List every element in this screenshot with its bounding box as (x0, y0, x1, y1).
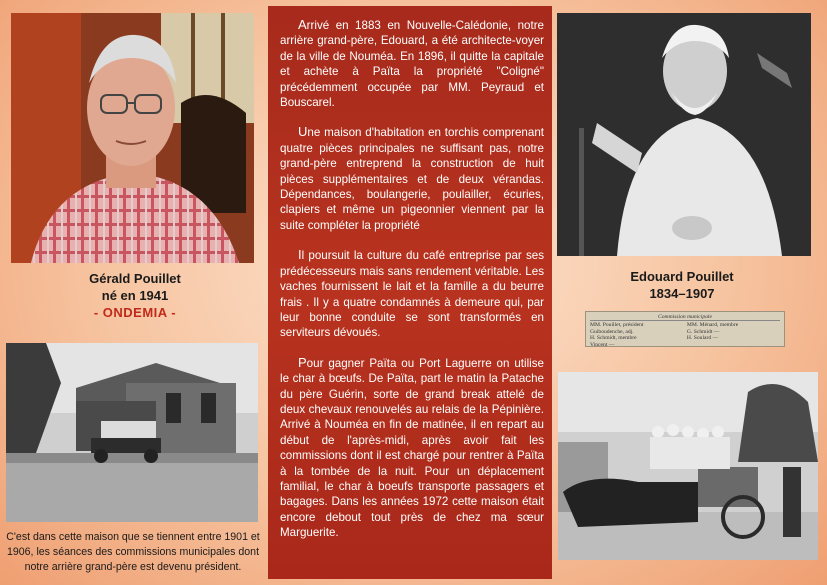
commission-member: Vincent — (590, 341, 615, 348)
commission-left-column (590, 322, 683, 348)
commission-member: Guiboudenche, adj. (590, 328, 634, 335)
gerald-born: né en 1941 (101, 288, 169, 303)
paragraph-arrival: Arrivé en 1883 en Nouvelle-Calédonie, notre arrière grand-père, Edouard, a été architecte-voyer de la ville de Nouméa. En 1896, il quitte la capitale et achète à Païta la propriété "Coligné" précédemment occupée par MM. Peyraud et Bouscarel. (280, 17, 544, 110)
commission-member: MM. Pouillet, président (590, 322, 644, 329)
paragraph-transport: Pour gagner Païta ou Port Laguerre on utilise le char à bœufs. De Païta, part le matin la Patache du père Guérin, sorte de grand break attelé de deux chevaux renouvelés au relais de la Pépinière. Arrivé à Nouméa en fin de matinée, il en repart au début de l'après-midi, après avoir fait les commissions dont il est chargé pour rentrer à Païta à la tombée de la nuit. Pour un déplacement familial, le char à boeufs transporte passagers et bagages. Dans les années 1972 cette maison était encore debout tout près de chez ma sœur Marguerite. (280, 354, 544, 540)
gerald-name: Gérald Pouillet (89, 271, 181, 286)
photo-ox-cart (558, 372, 818, 560)
paragraph-coffee: Il poursuit la culture du café entreprise par ses prédécesseurs mais sans rendement véritable. Les vaches fournissent le lait et la famille a du beurre frais . Il y a quatre condamnés à demeure qui, par leur bonne conduite se sont transformés en serviteurs dévoués. (280, 247, 544, 340)
commission-member: H. Soulard — (686, 335, 719, 342)
commission-right-column (687, 322, 780, 348)
paragraph-house: Une maison d'habitation en torchis comprenant quatre pièces principales ne suffisant pas, notre grand-père entreprend la construction de huit pièces supplémentaires et de deux vérandas. Dépendances, boulangerie, poulailler, écuries, clapiers et même un pigeonnier viennent par la suite compléter la propriété (280, 124, 544, 232)
commission-clipping (585, 311, 785, 347)
article-text-panel (268, 6, 552, 579)
caption-gerald (60, 270, 210, 321)
caption-house: C'est dans cette maison que se tiennent entre 1901 et 1906, les séances des commissions municipales dont notre arrière grand-père est devenu président. (6, 531, 260, 573)
commission-member: G. Schmidt — (686, 328, 720, 335)
edouard-dates: 1834–1907 (649, 286, 715, 301)
photo-gerald-pouillet (11, 13, 254, 263)
commission-member: H. Schmidt, membre (590, 335, 637, 342)
photo-edouard-pouillet (557, 13, 811, 256)
commission-title: Commission municipale (590, 314, 780, 321)
photo-house-coligne (6, 343, 258, 522)
caption-edouard (602, 268, 762, 302)
commission-member: MM. Ménard, membre (686, 322, 739, 329)
edouard-name: Edouard Pouillet (630, 269, 734, 284)
gerald-place: - ONDEMIA - (93, 305, 177, 320)
